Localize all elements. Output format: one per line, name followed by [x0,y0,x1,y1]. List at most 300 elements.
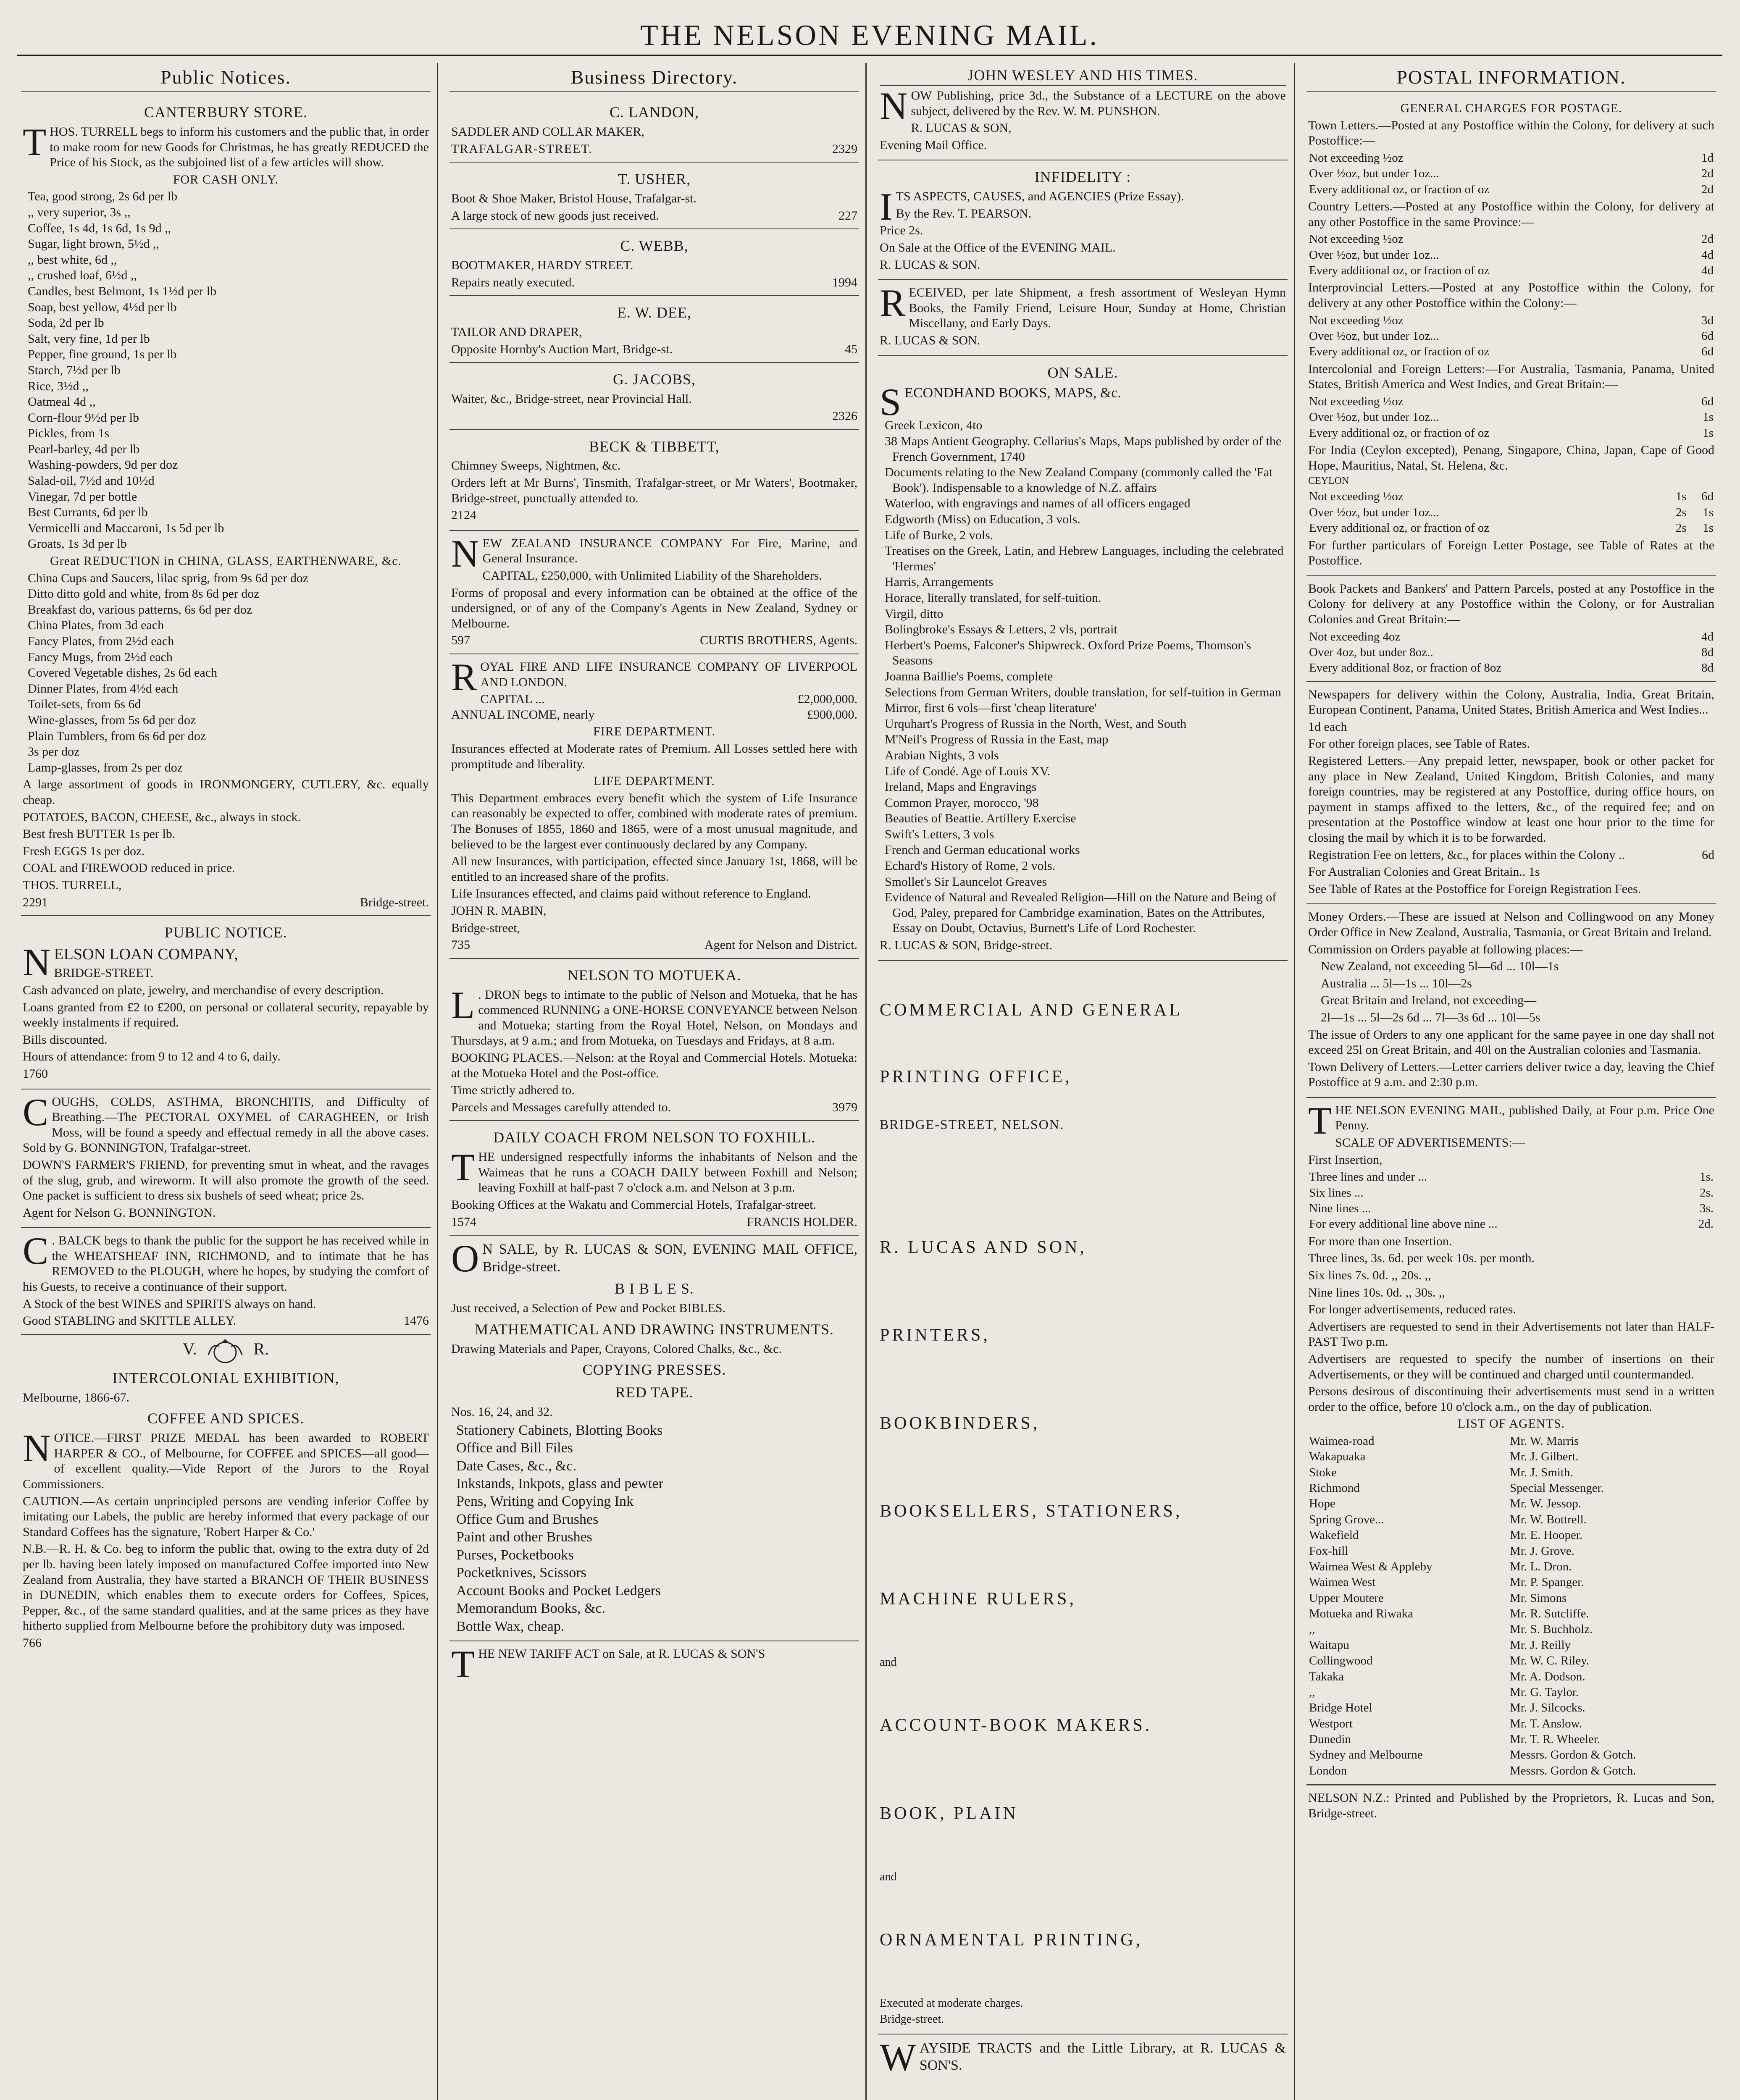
agent-name: Mr. T. R. Wheeler. [1510,1732,1601,1746]
ad-text: Three lines, 3s. 6d. per week 10s. per month. [1308,1251,1535,1265]
section-heading: POSTAL INFORMATION. [1306,66,1716,92]
agent-name: Mr. G. Taylor. [1510,1685,1579,1699]
agent-name: Mr. W. C. Riley. [1510,1654,1590,1668]
agent-place: Takaka [1309,1670,1344,1683]
rate-value: 2d [1701,182,1714,196]
book-item: Joanna Baillie's Poems, complete [885,669,1053,683]
entry-line: BOOTMAKER, HARDY STREET. [451,258,633,273]
ad-subhead: RED TAPE. [615,1384,694,1401]
rate-value: 6d [1702,848,1714,862]
ad-ref-number: 2326 [832,409,857,423]
agent-place: Waitapu [1309,1638,1349,1652]
section-heading: Public Notices. [21,66,431,92]
agent-place: Spring Grove... [1309,1512,1384,1526]
rate-label: Every additional oz, or fraction of oz [1309,263,1490,277]
rate-value: 3s. [1699,1202,1714,1215]
agent-name: Mr. L. Dron. [1510,1559,1572,1573]
book-item: Evidence of Natural and Revealed Religion—Hill on the Nature and Being of God, Paley, prepared for Cambridge examination, Bates on the Attributes, Essay on Doubt, Octavius, Burnett's Life of Lord Rochester. [885,890,1277,935]
agent-name: Mr. W. Marris [1510,1434,1579,1448]
column-business-directory [449,63,859,2100]
drop-cap: S [880,381,902,424]
section-heading: Business Directory. [449,66,859,92]
stationery-item: Memorandum Books, &c. [456,1601,606,1617]
agent-place: Westport [1309,1717,1353,1730]
price-item: Vinegar, 7d per bottle [28,489,137,504]
china-list [23,571,429,776]
drop-cap: T [451,1643,475,1686]
entry-line: SADDLER AND COLLAR MAKER, [451,125,645,139]
ad-text: AYSIDE TRACTS and the Little Library, at R. LUCAS & SON'S. [919,2040,1286,2074]
royal-v: V. [182,1339,197,1358]
price-item: Lamp-glasses, from 2s per doz [28,760,183,774]
rate-label: Every additional oz, or fraction of oz [1309,345,1490,359]
rate-label: Every additional oz, or fraction of oz [1309,426,1490,440]
drop-cap: W [880,2035,916,2079]
table-row [1308,489,1714,504]
rate-label: Nine lines ... [1309,1202,1371,1215]
price-item: China Plates, from 3d each [28,618,164,633]
rate-value: 6d [1701,345,1714,359]
ad-title: N SALE, by R. LUCAS & SON, EVENING MAIL OFFICE, Bridge-street. [482,1242,857,1275]
table-row [1308,1747,1714,1763]
book-item: 38 Maps Antient Geography. Cellarius's Maps, Maps published by order of the French Government, 1740 [885,434,1282,464]
rate-label: Over ½oz, but under 1oz... [1309,410,1440,424]
ad-text: Hours of attendance: from 9 to 12 and 4 to 6, daily. [23,1050,281,1064]
ad-subhead: B I B L E S. [615,1280,694,1297]
agent-name: Mr. S. Buchholz. [1510,1622,1593,1636]
ad-subhead: LIST OF AGENTS. [1457,1417,1565,1431]
printing-line: ORNAMENTAL PRINTING, [880,1930,1143,1950]
table-row [1308,1544,1714,1559]
table-row [1308,1169,1714,1185]
newspapers-and-registration [1306,682,1716,905]
rate-label: Not exceeding ½oz [1309,232,1404,246]
agents-table [1308,1433,1714,1779]
entry-name: C. LANDON, [610,104,699,121]
ad-text: Drawing Materials and Paper, Crayons, Colored Chalks, &c., &c. [451,1341,782,1356]
ad-signature: R. LUCAS & SON. [880,257,980,272]
capital-value: £2,000,000. [797,692,857,706]
rate-value: 8d [1701,645,1714,659]
tariff-ad [449,1641,859,1686]
ad-ref-number: 1760 [23,1066,48,1081]
postal-text: See Table of Rates at the Postoffice for Foreign Registration Fees. [1308,882,1641,896]
rate-value: 6d [1701,490,1714,504]
book-item: Treatises on the Greek, Latin, and Hebrew Languages, including the celebrated 'Hermes' [885,544,1284,573]
book-item: French and German educational works [885,843,1080,857]
entry-name: BECK & TIBBETT, [589,438,720,455]
table-row [1308,505,1714,520]
entry-address: Repairs neatly executed. [451,275,575,289]
printing-line: MACHINE RULERS, [880,1589,1077,1609]
column-rule [1294,63,1295,2100]
lucas-sale-ad [449,1236,859,1641]
agent-name: Mr. Simons [1510,1591,1567,1605]
postal-text: For India (Ceylon excepted), Penang, Singapore, China, Japan, Cape of Good Hope, Mauritius, Natal, St. Helena, &c. [1308,443,1714,472]
drop-cap: R [880,281,906,325]
ad-title: CANTERBURY STORE. [144,104,308,121]
postal-text: Commission on Orders payable at following places:— [1308,942,1583,956]
ad-text: Time strictly adhered to. [451,1083,575,1097]
ad-name: ELSON LOAN COMPANY, [54,945,238,963]
postal-text: The issue of Orders to any one applicant for the same payee in one day shall not exceed 25l on Great Britain, and 40l on the Australian colonies and Tasmania. [1308,1027,1714,1057]
entry-line: Waiter, &c., Bridge-street, near Provincial Hall. [451,392,692,406]
ad-title: EW ZEALAND INSURANCE COMPANY For Fire, Marine, and General Insurance. [482,536,857,566]
agent-place: Waimea West & Appleby [1309,1559,1432,1573]
imprint-text: NELSON N.Z.: Printed and Published by the Proprietors, R. Lucas and Son, Bridge-street. [1308,1791,1714,1820]
stationery-list [451,1422,857,1635]
balck-inn-ad [21,1228,431,1335]
ad-ref-number: 1574 [451,1215,476,1229]
imprint [1306,1785,1716,1828]
ad-text: OTICE.—FIRST PRIZE MEDAL has been awarded to ROBERT HARPER & CO., of Melbourne, for COFFEE and SPICES—all good—of excellent quality.—Vide Report of the Jurors to the Royal Commissioners. [23,1431,429,1491]
stationery-item: Pocketknives, Scissors [456,1565,586,1581]
postal-charges [1306,96,1716,576]
postal-text: Intercolonial and Foreign Letters:—For Australia, Tasmania, Panama, United States, British America and West Indies, and Great Britain:— [1308,362,1714,391]
table-row [1308,425,1714,441]
column-books [878,63,1288,2100]
agent-place: ,, [1309,1622,1315,1636]
ad-text: Persons desirous of discontinuing their advertisements must send in a written order to the office, before 10 o'clock a.m., on the day of publication. [1308,1384,1714,1414]
printing-line: ACCOUNT-BOOK MAKERS. [880,1716,1152,1735]
price-item: Fancy Plates, from 2½d each [28,634,174,648]
rate-label: Not exceeding ½oz [1309,313,1404,327]
price-item: ,, best white, 6d ,, [28,252,117,267]
table-row [1308,1622,1714,1637]
postal-text: Interprovincial Letters.—Posted at any Postoffice within the Colony, for delivery at any other Postoffice within the Colony:— [1308,281,1714,310]
directory-entry [449,96,859,163]
ad-text: . BALCK begs to thank the public for the support he has received while in the WHEATSHEAF INN, RICHMOND, and to intimate that he has REMOVED to the PLOUGH, where he hopes, by studying the comfort of his Guests, to receive a continuance of their support. [23,1234,429,1294]
rate-label: Over ½oz, but under 1oz... [1309,329,1440,343]
rates-table [1308,394,1714,441]
printing-line: R. LUCAS AND SON, [880,1238,1087,1257]
ad-text: Best fresh BUTTER 1s per lb. [23,827,176,841]
loan-company-ad [21,916,431,1089]
masthead: THE NELSON EVENING MAIL. [17,17,1722,56]
book-item: Life of Burke, 2 vols. [885,528,994,542]
ad-subhead: FIRE DEPARTMENT. [593,724,715,739]
rate-value: 1d each [1308,719,1347,734]
book-item: Greek Lexicon, 4to [885,418,983,433]
price-item: Salad-oil, 7½d and 10½d [28,474,155,488]
agent-name: Mr. J. Grove. [1510,1544,1574,1558]
agent-name: Mr. J. Silcocks. [1510,1701,1585,1715]
agent-place: Hope [1309,1497,1335,1511]
newspaper-page [17,17,1722,2100]
table-row [1308,410,1714,425]
rate-value: 4d [1701,248,1714,262]
rate-label: Not exceeding ½oz [1309,151,1404,165]
table-row [1308,645,1714,660]
entry-line: Chimney Sweeps, Nightmen, &c. [451,459,621,473]
agent-place: Motueka and Riwaka [1309,1607,1414,1620]
income-value: £900,000. [807,707,857,722]
agent-place: London [1309,1764,1347,1777]
table-row [1308,1480,1714,1496]
ad-text: Forms of proposal and every information can be obtained at the office of the undersigned, or of any of the Company's Agents in New Zealand, Sydney or Melbourne. [451,585,857,630]
table-row [1308,1433,1714,1449]
agent-place: Collingwood [1309,1654,1373,1668]
ad-text: Fresh EGGS 1s per doz. [23,844,145,858]
drop-cap: N [880,84,908,127]
printing-line: PRINTERS, [880,1326,990,1345]
agent-place: Dunedin [1309,1732,1351,1746]
printing-line: PRINTING OFFICE, [880,1067,1072,1087]
price-item: Breakfast do, various patterns, 6s 6d per doz [28,602,252,617]
price-item: Ditto ditto gold and white, from 8s 6d per doz [28,587,260,601]
rate-label: Over 4oz, but under 8oz.. [1309,645,1433,659]
book-item: Beauties of Beattie. Artillery Exercise [885,811,1076,826]
postal-text: Town Letters.—Posted at any Postoffice within the Colony, for delivery at such Postoffice:— [1308,118,1714,148]
rates-table [1308,1169,1714,1232]
ad-place: Melbourne, 1866-67. [23,1390,130,1404]
price-item: Groats, 1s 3d per lb [28,537,127,551]
agent-name: Mr. A. Dodson. [1510,1670,1585,1683]
agent-place: ,, [1309,1685,1315,1699]
ad-title: DAILY COACH FROM NELSON TO FOXHILL. [493,1129,815,1146]
postal-text: Registration Fee on letters, &c., for places within the Colony .. [1308,848,1625,862]
foxhill-coach-ad [449,1121,859,1236]
agent-name: Mr. W. Bottrell. [1510,1512,1587,1526]
table-row [1308,1732,1714,1747]
ad-text: For more than one Insertion. [1308,1234,1452,1248]
rate-value: 4d [1701,263,1714,277]
price-item: Fancy Mugs, from 2½d each [28,650,173,664]
ad-subtitle: COFFEE AND SPICES. [147,1410,305,1427]
ad-subhead: LIFE DEPARTMENT. [593,774,715,788]
ad-text: HE NEW TARIFF ACT on Sale, at R. LUCAS & SON'S [478,1647,765,1661]
price-item: Best Currants, 6d per lb [28,505,148,520]
book-item: Waterloo, with engravings and names of all officers engaged [885,496,1191,511]
agent-name: Mr. T. Anslow. [1510,1717,1582,1730]
price-item: Pepper, fine ground, 1s per lb [28,347,177,362]
directory-entry [449,296,859,363]
drop-cap: N [451,532,479,575]
agent-name: Mr. J. Gilbert. [1510,1450,1579,1464]
ad-ref-number: 2329 [832,142,857,156]
agent-place: Sydney and Melbourne [1309,1748,1423,1762]
ad-text: HE undersigned respectfully informs the inhabitants of Nelson and the Waimeas that he runs a COACH DAILY between Foxhill and Nelson; leaving Foxhill at half-past 7 o'clock a.m. and Nelson at 3 p.m. [478,1150,857,1195]
money-rate: 2l—1s ... 5l—2s 6d ... 7l—3s 6d ... 10l—5s [1321,1010,1540,1024]
ad-text: TS ASPECTS, CAUSES, and AGENCIES (Prize Essay). [896,189,1184,204]
ad-street: BRIDGE-STREET. [54,966,154,980]
ad-title: ON SALE. [1047,364,1118,381]
drop-cap: C [23,1090,49,1134]
price-item: Covered Vegetable dishes, 2s 6d each [28,666,217,680]
column-public-notices [21,63,431,2100]
rate-label: Over ½oz, but under 1oz... [1309,505,1440,519]
ad-text: COAL and FIREWOOD reduced in price. [23,861,235,875]
rate-value: 6d [1701,329,1714,343]
ad-text: First Insertion, [1308,1152,1383,1167]
ad-text: A large assortment of goods in IRONMONGERY, CUTLERY, &c. equally cheap. [23,777,429,807]
ad-text: By the Rev. T. PEARSON. [896,206,1032,220]
entry-address: TRAFALGAR-STREET. [451,142,593,156]
rate-value: 1s [1703,505,1714,519]
rate-value: 2d [1701,232,1714,246]
ad-title: NELSON TO MOTUEKA. [567,966,741,984]
price-item: Washing-powders, 9d per doz [28,458,178,472]
ad-ref-number: 2291 [23,895,48,909]
wesley-ad [878,63,1288,160]
ad-ref-number: 766 [23,1635,42,1650]
rate-label: Not exceeding ½oz [1309,490,1404,504]
column-rule [865,63,867,2100]
table-row [1308,1449,1714,1465]
table-row [1308,166,1714,181]
book-item: Arabian Nights, 3 vols [885,748,999,762]
book-item: Life of Condé. Age of Louis XV. [885,764,1051,778]
table-row [1308,231,1714,247]
table-row [1308,1685,1714,1700]
ad-title: JOHN WESLEY AND HIS TIMES. [880,66,1286,86]
agent-place: Waimea West [1309,1575,1376,1589]
entry-name: E. W. DEE, [617,304,691,321]
drop-cap: L [451,983,475,1026]
rate-value: 1s [1675,490,1687,504]
printing-line: Executed at moderate charges. [880,1997,1023,2010]
book-item: Smollet's Sir Launcelot Greaves [885,874,1047,889]
rate-value: 2s [1675,505,1687,519]
rates-table [1308,629,1714,676]
ad-text: Nine lines 10s. 0d. ,, 30s. ,, [1308,1285,1445,1299]
ad-signature: JOHN R. MABIN, [451,903,547,918]
book-item: Ireland, Maps and Engravings [885,780,1037,794]
stationery-item: Stationery Cabinets, Blotting Books [456,1422,663,1438]
ad-subhead: FOR CASH ONLY. [173,172,279,186]
ad-text: DOWN'S FARMER'S FRIEND, for preventing smut in wheat, and the ravages of the slug, grub, and wireworm. It will also promote the growth of the seed. One packet is sufficient to dress six bushels of seed wheat; price 2s. [23,1158,429,1203]
table-row [1308,394,1714,410]
ad-title: OYAL FIRE AND LIFE INSURANCE COMPANY OF LIVERPOOL AND LONDON. [480,660,857,689]
postal-text: Town Delivery of Letters.—Letter carriers deliver twice a day, leaving the Chief Postoffice at 9 a.m. and 2:30 p.m. [1308,1060,1714,1089]
agent-place: Wakefield [1309,1528,1359,1542]
agent-place: Fox-hill [1309,1544,1348,1558]
price-list [23,189,429,552]
rates-table [1308,231,1714,278]
printing-line: and [880,1656,897,1669]
ad-subhead: COPYING PRESSES. [582,1361,726,1378]
entry-name: G. JACOBS, [612,371,696,388]
entry-line: TAILOR AND DRAPER, [451,325,582,339]
book-item: Urquhart's Progress of Russia in the North, West, and South [885,717,1187,731]
ad-ref-number: 1994 [832,275,857,289]
postal-text: For further particulars of Foreign Letter Postage, see Table of Rates at the Postoffice. [1308,538,1714,568]
ad-text: HOS. TURRELL begs to inform his customers and the public that, in order to make room for new Goods for Christmas, he has greatly REDUCED the Price of his Stock, as the subjoined list of a few articles will show. [50,125,429,170]
directory-entry [449,229,859,296]
table-row [1308,1496,1714,1512]
ad-text: This Department embraces every benefit which the system of Life Insurance can reasonably be expected to offer, combined with moderate rates of premium. The Bonuses of 1855, 1860 and 1865, were of a most unusual magnitude, and believed to be the largest ever continuously declared by any Company. [451,791,857,851]
agent-place: Stoke [1309,1465,1337,1479]
drop-cap: O [451,1237,479,1280]
printing-line: BOOKBINDERS, [880,1413,1040,1433]
ad-ref-number: 227 [838,208,857,223]
price-item: Toilet-sets, from 6s 6d [28,697,141,711]
agent-name: Mr. E. Hooper. [1510,1528,1583,1542]
rates-table [1308,489,1714,536]
stationery-item: Office Gum and Brushes [456,1511,599,1527]
printing-line: BRIDGE-STREET, NELSON. [880,1117,1064,1132]
table-row [1308,1653,1714,1669]
drop-cap: T [1308,1099,1332,1142]
columns [17,63,1722,2100]
ad-text: Bills discounted. [23,1032,108,1047]
books-list [880,418,1286,936]
coughs-ad [21,1089,431,1228]
postal-text: Registered Letters.—Any prepaid letter, newspaper, book or other packet for any place in New Zealand, United Kingdom, British Colonies, and many foreign countries, may be registered at any Postoffice, during office hours, on payment in stamps affixed to the letters, &c., of the required fee; and on presentation at the Postoffice window at least one hour prior to the time for closing the mail by which it is to be forwarded. [1308,754,1714,845]
ad-address: Evening Mail Office. [880,138,987,152]
table-row [1308,1185,1714,1201]
table-row [1308,1528,1714,1543]
agent-name: Mr. W. Jessop. [1510,1497,1582,1511]
rates-table [1308,313,1714,360]
book-item: Harris, Arrangements [885,575,994,589]
ad-text: Loans granted from £2 to £200, on personal or collateral security, repayable by weekly instalments if required. [23,1000,429,1030]
ad-ref-number: 2124 [451,508,476,522]
agent-place: Waimea-road [1309,1434,1375,1448]
book-item: Edgworth (Miss) on Education, 3 vols. [885,512,1080,526]
rate-value: 2d. [1698,1217,1714,1231]
book-item: Selections from German Writers, double translation, for self-tuition in German [885,685,1281,699]
ad-text: All new Insurances, with participation, effected since January 1st, 1868, will be entitled to an increased share of the profits. [451,854,857,884]
ad-signature: CURTIS BROTHERS, Agents. [700,633,857,648]
rate-label: Over ½oz, but under 1oz... [1309,167,1440,181]
price-item: Rice, 3½d ,, [28,379,89,393]
ad-agent: Agent for Nelson and District. [704,938,857,952]
postal-text: Book Packets and Bankers' and Pattern Parcels, posted at any Postoffice in the Colony for delivery at any Postoffice within the Colony, or for Australian Colonies and Great Britain:— [1308,581,1714,626]
rate-value: 1s [1703,521,1714,535]
ad-title: INFIDELITY : [1034,168,1131,186]
price-item: 3s per doz [28,745,80,759]
table-row [1308,1716,1714,1732]
stationery-item: Inkstands, Inkpots, glass and pewter [456,1475,663,1491]
price-item: Oatmeal 4d ,, [28,395,96,409]
book-item: Swift's Letters, 3 vols [885,827,994,841]
book-item: Virgil, ditto [885,606,944,621]
table-row [1308,182,1714,197]
postal-text: For other foreign places, see Table of Rates. [1308,737,1530,751]
agent-place: Upper Moutere [1309,1591,1384,1605]
rate-label: Over ½oz, but under 1oz... [1309,248,1440,262]
wayside-tracts-ad [878,2034,1288,2081]
ad-ref-number: 597 [451,633,470,648]
royal-insurance-ad [449,654,859,959]
table-row [1308,1465,1714,1480]
postal-text: Newspapers for delivery within the Colony, Australia, India, Great Britain, European Continent, Panama, United States, British America and West Indies... [1308,687,1714,717]
ad-text: OW Publishing, price 3d., the Substance of a LECTURE on the above subject, delivered by the Rev. W. M. PUNSHON. [911,88,1286,118]
money-orders [1306,904,1716,1098]
ad-text: A Stock of the best WINES and SPIRITS always on hand. [23,1297,316,1311]
rate-value: 2s [1675,521,1687,535]
price-item: Wine-glasses, from 5s 6d per doz [28,713,196,727]
drop-cap: N [23,1427,51,1470]
price-item: Plain Tumblers, from 6s 6d per doz [28,729,206,743]
stationery-item: Bottle Wax, cheap. [456,1618,565,1634]
rate-label: Every additional oz, or fraction of oz [1309,182,1490,196]
postal-text: For Australian Colonies and Great Britain.. 1s [1308,865,1540,879]
entry-address: Orders left at Mr Burns', Tinsmith, Trafalgar-street, or Mr Waters', Bootmaker, Bridge-street, punctually attended to. [451,476,857,505]
table-row [1308,150,1714,166]
rate-label: Every additional oz, or fraction of oz [1309,521,1490,535]
directory-entry [449,163,859,229]
ad-ref-number: 45 [845,342,857,356]
ad-text: . DRON begs to intimate to the public of Nelson and Motueka, that he has commenced RUNNING a ONE-HORSE CONVEYANCE between Nelson and Motueka; starting from the Royal Hotel, Nelson, on Mondays and Thursdays, at 9 a.m.; and from Motueka, on Tuesdays and Fridays, at 8 a.m. [451,987,857,1048]
table-row [1308,344,1714,360]
book-item: M'Neil's Progress of Russia in the East, map [885,732,1109,747]
table-row [1308,263,1714,278]
money-rate: Australia ... 5l—1s ... 10l—2s [1321,976,1472,990]
printing-line: Bridge-street. [880,2013,944,2026]
rate-value: 1s. [1699,1170,1714,1184]
